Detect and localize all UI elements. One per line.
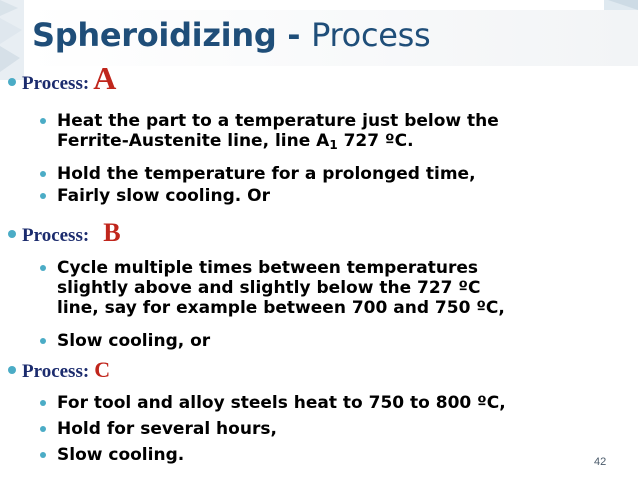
process-label: Process: bbox=[22, 73, 90, 94]
list-item bbox=[40, 164, 630, 184]
bullet-icon bbox=[40, 338, 46, 344]
list-item-line: Slow cooling. bbox=[57, 445, 185, 465]
list-item-line: Heat the part to a temperature just below the bbox=[57, 111, 499, 131]
slide-number: 42 bbox=[594, 456, 607, 468]
list-item-line: Hold for several hours, bbox=[57, 419, 277, 439]
bullet-icon bbox=[8, 366, 16, 374]
list-item bbox=[40, 331, 630, 351]
list-item bbox=[40, 258, 630, 318]
bullet-icon bbox=[40, 171, 46, 177]
process-label: Process: bbox=[22, 225, 90, 246]
process-heading-b bbox=[8, 218, 121, 248]
title-normal: Process bbox=[311, 16, 431, 54]
list-item-line: Fairly slow cooling. Or bbox=[57, 186, 270, 206]
list-item bbox=[40, 111, 630, 151]
process-letter: A bbox=[93, 60, 117, 96]
subscript: 1 bbox=[329, 138, 338, 152]
list-item bbox=[40, 419, 630, 439]
list-item-line: Ferrite-Austenite line, line $A_1$ 727 ºC. bbox=[57, 131, 414, 152]
list-item-line: Hold the temperature for a prolonged time, bbox=[57, 164, 476, 184]
bullet-icon bbox=[40, 426, 46, 432]
process-letter: C bbox=[94, 357, 111, 382]
bullet-icon bbox=[40, 452, 46, 458]
bullet-icon bbox=[8, 78, 16, 86]
bullet-icon bbox=[40, 265, 46, 271]
process-heading-a bbox=[8, 60, 116, 97]
list-item bbox=[40, 445, 630, 465]
bullet-icon bbox=[40, 193, 46, 199]
list-item-line: slightly above and slightly below the 727 ºC bbox=[57, 278, 481, 298]
title-bold: Spheroidizing - bbox=[32, 16, 312, 54]
list-item bbox=[40, 393, 630, 413]
list-item bbox=[40, 186, 630, 206]
list-item-line: Cycle multiple times between temperatures bbox=[57, 258, 478, 278]
bullet-icon bbox=[8, 230, 16, 238]
list-item-line: For tool and alloy steels heat to 750 to 800 ºC, bbox=[57, 393, 506, 413]
process-heading-c bbox=[8, 357, 110, 383]
process-letter: B bbox=[103, 218, 121, 247]
bullet-icon bbox=[40, 400, 46, 406]
bullet-icon bbox=[40, 118, 46, 124]
list-item-line: line, say for example between 700 and 750 ºC, bbox=[57, 298, 505, 318]
process-label: Process: bbox=[22, 361, 90, 382]
list-item-line: Slow cooling, or bbox=[57, 331, 211, 351]
